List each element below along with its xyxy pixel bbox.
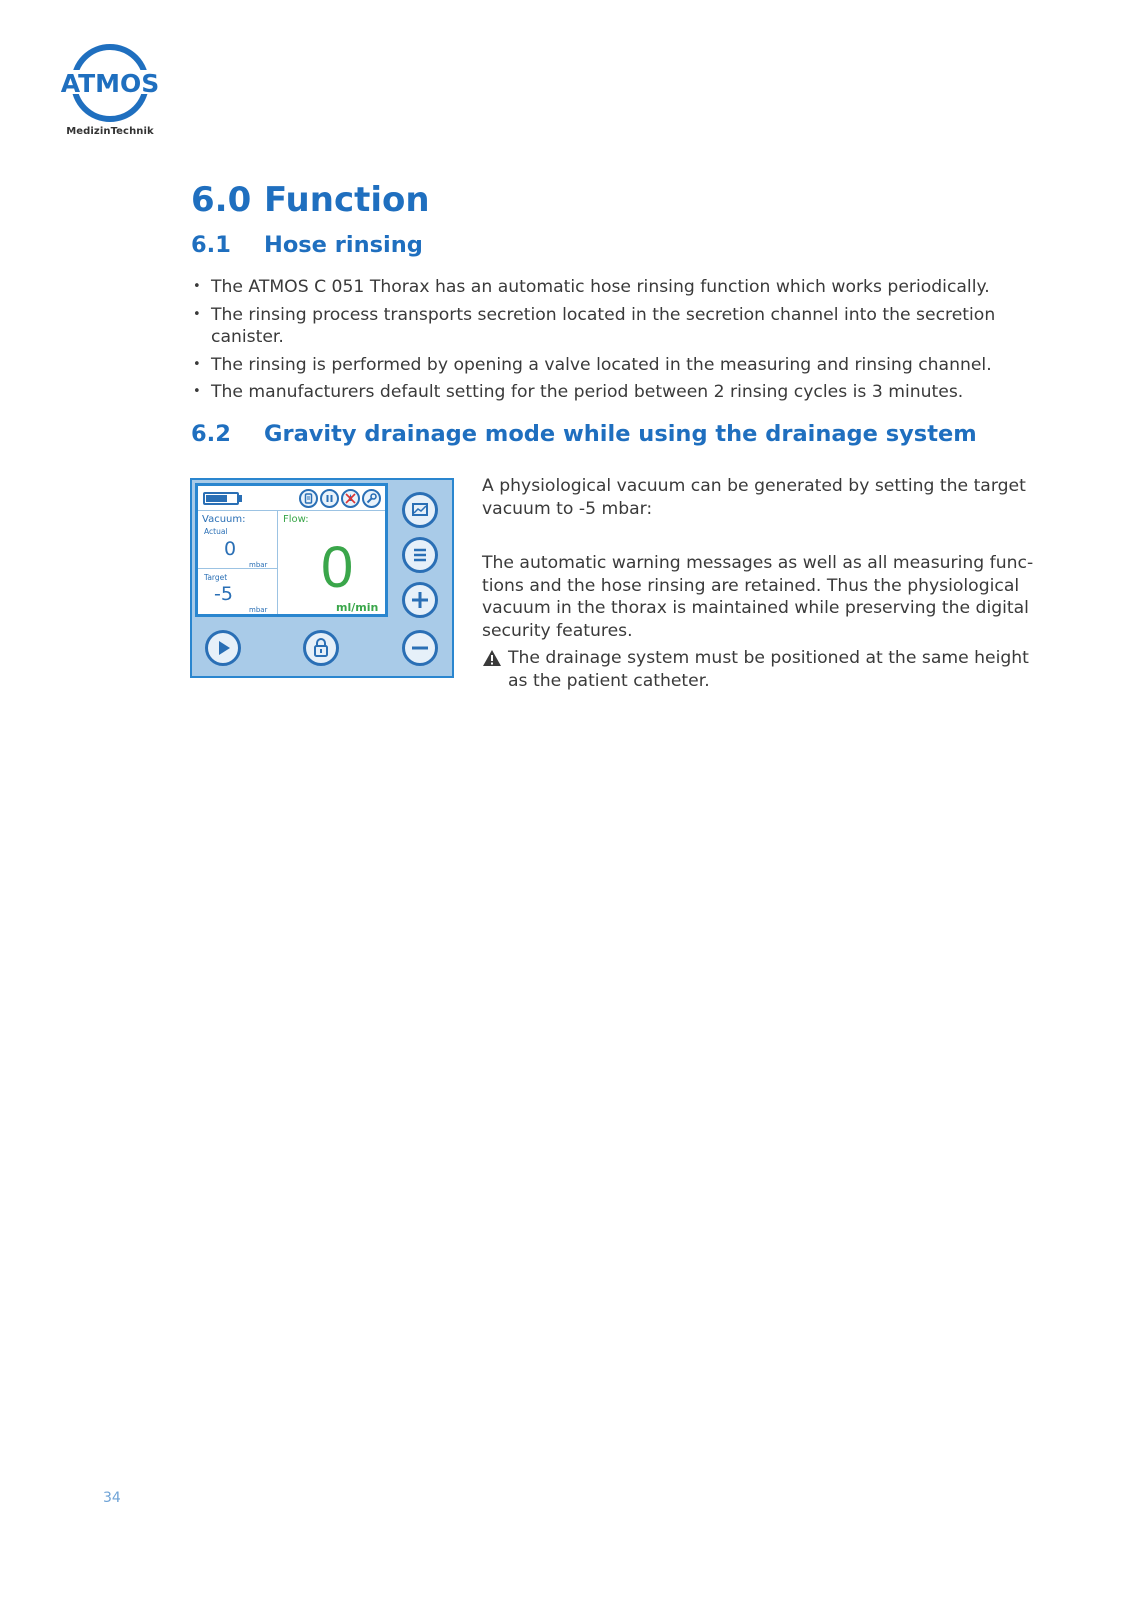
battery-tip — [239, 495, 242, 502]
target-label: Target — [204, 573, 228, 582]
target-unit: mbar — [249, 606, 268, 614]
display-divider — [198, 510, 385, 511]
warning-icon — [482, 649, 502, 667]
target-vacuum-value: -5 — [214, 583, 233, 605]
lock-button — [303, 630, 339, 666]
alarm-off-icon — [341, 489, 360, 508]
atmos-logo — [54, 40, 166, 140]
list-item: • The rinsing is performed by opening a valve located in the measuring and rinsing channel. — [191, 354, 1051, 377]
status-icons — [299, 489, 381, 508]
warnings-paragraph: The automatic warning messages as well as all measuring func-tions and the hose rinsing are retained. Thus the physiological vacuum in the thorax is maintained while preserving the digital security features. — [482, 553, 1034, 641]
wrench-icon — [362, 489, 381, 508]
flow-unit: ml/min — [336, 601, 379, 614]
hose-rinsing-list — [191, 276, 1051, 409]
flow-value: 0 — [321, 535, 354, 600]
list-item: • The manufacturers default setting for the period between 2 rinsing cycles is 3 minutes. — [191, 381, 1051, 404]
list-item: • The rinsing process transports secretion located in the secretion channel into the secretion canister. — [191, 304, 1051, 349]
lock-icon — [306, 633, 336, 663]
page-title-number: 6.0 — [191, 180, 252, 220]
minus-icon — [405, 633, 435, 663]
warning-text: The drainage system must be positioned at the same height as the patient catheter. — [508, 648, 1029, 691]
canister-icon — [299, 489, 318, 508]
actual-vacuum-value: 0 — [224, 538, 237, 560]
vacuum-label: Vacuum: — [202, 514, 246, 525]
logo-subtitle: MedizinTechnik — [66, 126, 154, 137]
vacuum-paragraph: A physiological vacuum can be generated by setting the target vacuum to -5 mbar: — [482, 476, 1026, 519]
page-title-text: Function — [264, 180, 430, 220]
display-divider — [277, 510, 278, 614]
menu-button — [402, 537, 438, 573]
battery-icon — [203, 492, 239, 505]
section-title: Gravity drainage mode while using the drainage system — [264, 421, 977, 447]
plus-button — [402, 582, 438, 618]
actual-label: Actual — [204, 527, 228, 536]
device-screen-figure — [190, 478, 454, 678]
pause-icon — [320, 489, 339, 508]
menu-icon — [405, 540, 435, 570]
plus-icon — [405, 585, 435, 615]
page-number: 34 — [103, 1490, 121, 1506]
device-display — [195, 483, 388, 617]
section-number: 6.2 — [191, 421, 231, 447]
actual-unit: mbar — [249, 561, 268, 569]
minus-button — [402, 630, 438, 666]
atmos-logo-mark — [54, 40, 166, 126]
flow-label: Flow: — [283, 514, 309, 525]
play-icon — [208, 633, 238, 663]
graph-icon — [405, 495, 435, 525]
section-heading-gravity-drainage — [191, 421, 977, 447]
section-heading-hose-rinsing — [191, 232, 423, 258]
play-button — [205, 630, 241, 666]
graph-button — [402, 492, 438, 528]
page-title — [191, 180, 430, 220]
section-title: Hose rinsing — [264, 232, 423, 258]
battery-level — [206, 495, 227, 502]
list-item: • The ATMOS C 051 Thorax has an automatic hose rinsing function which works periodically. — [191, 276, 1051, 299]
section-number: 6.1 — [191, 232, 231, 258]
atmos-logo-text: ATMOS — [60, 69, 160, 98]
